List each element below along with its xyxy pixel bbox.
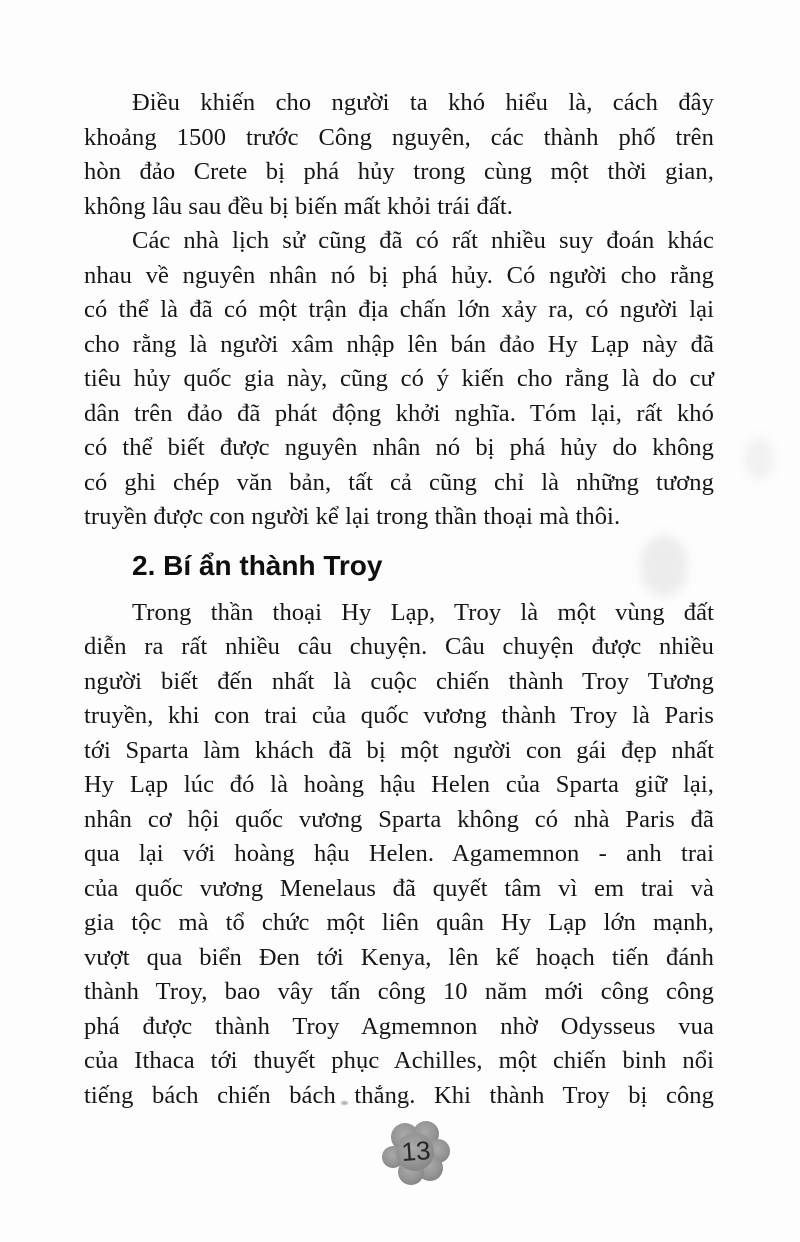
page-number-ornament <box>381 1120 451 1186</box>
text-line: nhau về nguyên nhân nó bị phá hủy. Có người cho rằng <box>84 261 714 289</box>
text-line: thành Troy, bao vây tấn công 10 năm mới công công <box>84 978 714 1005</box>
text-line: diễn ra rất nhiều câu chuyện. Câu chuyện được nhiều <box>84 633 714 660</box>
text-line: phá được thành Troy Agmemnon nhờ Odysseus vua <box>84 1012 714 1040</box>
text-block <box>84 86 714 1113</box>
section-heading: 2. Bí ẩn thành Troy <box>132 549 383 581</box>
text-line: truyền, khi con trai của quốc vương thành Troy là Paris <box>84 702 714 729</box>
text-line: truyền được con người kể lại trong thần thoại mà thôi. <box>84 503 621 530</box>
text-line: vượt qua biển Đen tới Kenya, lên kế hoạch tiến đánh <box>84 943 714 971</box>
text-line: Trong thần thoại Hy Lạp, Troy là một vùng đất <box>132 598 714 626</box>
text-line: Các nhà lịch sử cũng đã có rất nhiều suy đoán khác <box>132 227 714 254</box>
paragraph <box>84 224 714 535</box>
text-line: có ghi chép văn bản, tất cả cũng chỉ là những tương <box>84 468 714 496</box>
paragraph <box>84 86 714 224</box>
text-line: tiếng bách chiến bách thắng. Khi thành Troy bị công <box>84 1081 714 1109</box>
text-line: qua lại với hoàng hậu Helen. Agamemnon - anh trai <box>84 840 714 867</box>
text-line: người biết đến nhất là cuộc chiến thành Troy Tương <box>84 667 714 695</box>
text-line: tới Sparta làm khách đã bị một người con gái đẹp nhất <box>84 736 714 764</box>
text-line: của quốc vương Menelaus đã quyết tâm vì em trai và <box>84 874 714 902</box>
text-line: không lâu sau đều bị biến mất khỏi trái đất. <box>84 192 513 220</box>
text-line: có thể biết được nguyên nhân nó bị phá hủy do không <box>84 434 714 461</box>
text-line: dân trên đảo đã phát động khởi nghĩa. Tóm lại, rất khó <box>84 399 714 427</box>
text-line: gia tộc mà tổ chức một liên quân Hy Lạp lớn mạnh, <box>84 909 714 936</box>
text-line: tiêu hủy quốc gia này, cũng có ý kiến cho rằng là do cư <box>84 365 714 392</box>
text-line: nhân cơ hội quốc vương Sparta không có nhà Paris đã <box>84 805 714 833</box>
text-line: Hy Lạp lúc đó là hoàng hậu Helen của Sparta giữ lại, <box>84 771 714 798</box>
scan-speck <box>404 1099 409 1102</box>
scan-smudge <box>744 438 774 480</box>
page-number: 13 <box>400 1135 432 1167</box>
text-line: Điều khiến cho người ta khó hiểu là, cách đây <box>132 89 714 116</box>
text-line: cho rằng là người xâm nhập lên bán đảo Hy Lạp này đã <box>84 330 714 358</box>
text-line: khoảng 1500 trước Công nguyên, các thành phố trên <box>84 123 714 151</box>
text-line: hòn đảo Crete bị phá hủy trong cùng một thời gian, <box>84 158 714 185</box>
scan-speck <box>341 1101 348 1105</box>
text-line: có thể là đã có một trận địa chấn lớn xảy ra, có người lại <box>84 296 714 323</box>
paragraph <box>84 596 714 1114</box>
text-line: của Ithaca tới thuyết phục Achilles, một chiến binh nổi <box>84 1047 714 1074</box>
